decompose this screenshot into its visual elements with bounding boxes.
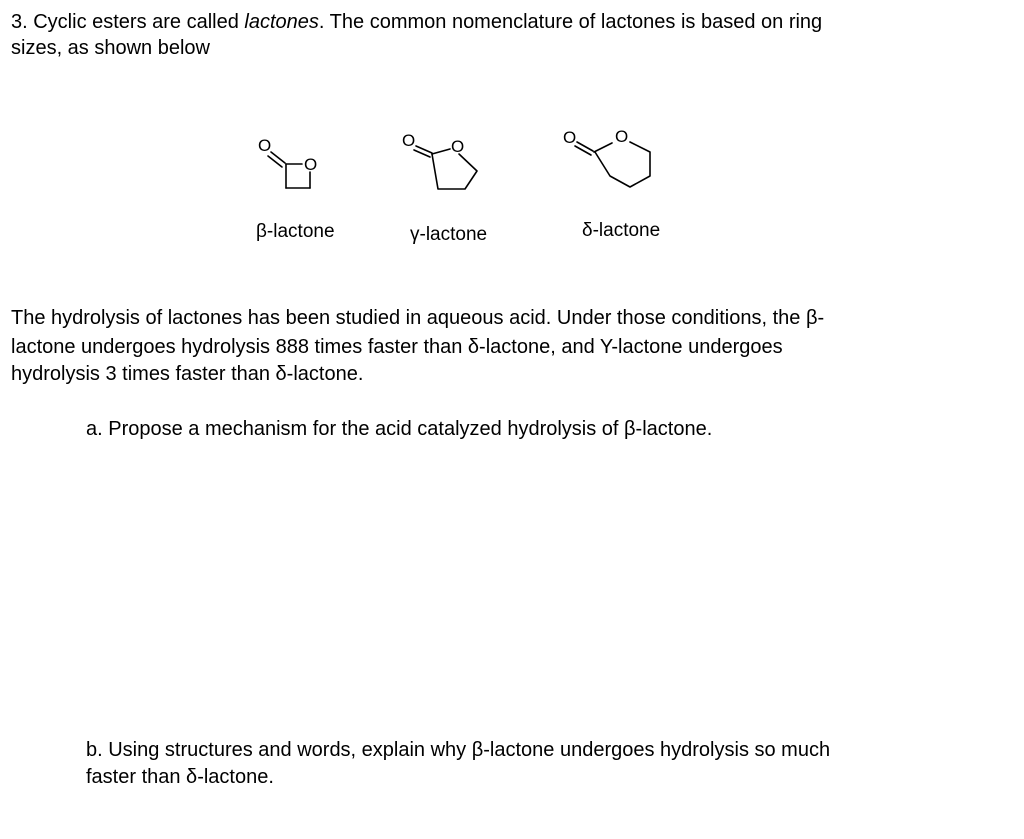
delta-lactone-label: δ-lactone — [582, 220, 661, 241]
delta-double-bond-a — [577, 142, 593, 151]
delta-carbonyl-oxygen-label: O — [563, 128, 577, 147]
intro-line-2: sizes, as shown below — [11, 37, 210, 59]
hydrolysis-paragraph-line-1: The hydrolysis of lactones has been studied in aqueous acid. Under those conditions, the β- — [11, 307, 825, 329]
intro-line-1-prefix: 3. Cyclic esters are called — [11, 11, 245, 33]
hydrolysis-paragraph-line-2: lactone undergoes hydrolysis 888 times faster than δ-lactone, and Y-lactone undergoes — [11, 336, 783, 358]
gamma-lactone-label: γ-lactone — [410, 224, 488, 245]
intro-term-lactones: lactones — [244, 11, 319, 33]
beta-double-bond-a — [271, 152, 285, 163]
question-a: a. Propose a mechanism for the acid catalyzed hydrolysis of β-lactone. — [86, 418, 713, 440]
question-b-line-1: b. Using structures and words, explain why β-lactone undergoes hydrolysis so much — [86, 739, 831, 761]
intro-line-1 — [11, 9, 822, 35]
delta-double-bond-b — [575, 146, 591, 155]
hydrolysis-paragraph-line-3: hydrolysis 3 times faster than δ-lactone. — [11, 363, 364, 385]
delta-ring-oxygen-label: O — [615, 127, 629, 146]
beta-lactone-structure — [252, 130, 332, 200]
delta-lactone-structure — [560, 124, 660, 199]
gamma-carbonyl-oxygen-label: O — [402, 131, 416, 150]
gamma-ring-oxygen-label: O — [451, 137, 465, 156]
question-b-line-2: faster than δ-lactone. — [86, 766, 274, 788]
intro-line-1-suffix: . The common nomenclature of lactones is based on ring — [318, 11, 823, 33]
beta-carbonyl-oxygen-label: O — [258, 136, 272, 155]
beta-double-bond-b — [268, 156, 282, 167]
delta-ring-bonds — [595, 142, 650, 187]
delta-carbonyl-ring-o-bond — [594, 143, 612, 152]
beta-ring-oxygen-label: O — [304, 155, 318, 174]
gamma-carbonyl-ring-o-bond — [432, 149, 450, 154]
gamma-ring-bonds — [432, 154, 477, 189]
beta-lactone-label: β-lactone — [256, 221, 335, 242]
gamma-lactone-structure — [398, 127, 488, 197]
